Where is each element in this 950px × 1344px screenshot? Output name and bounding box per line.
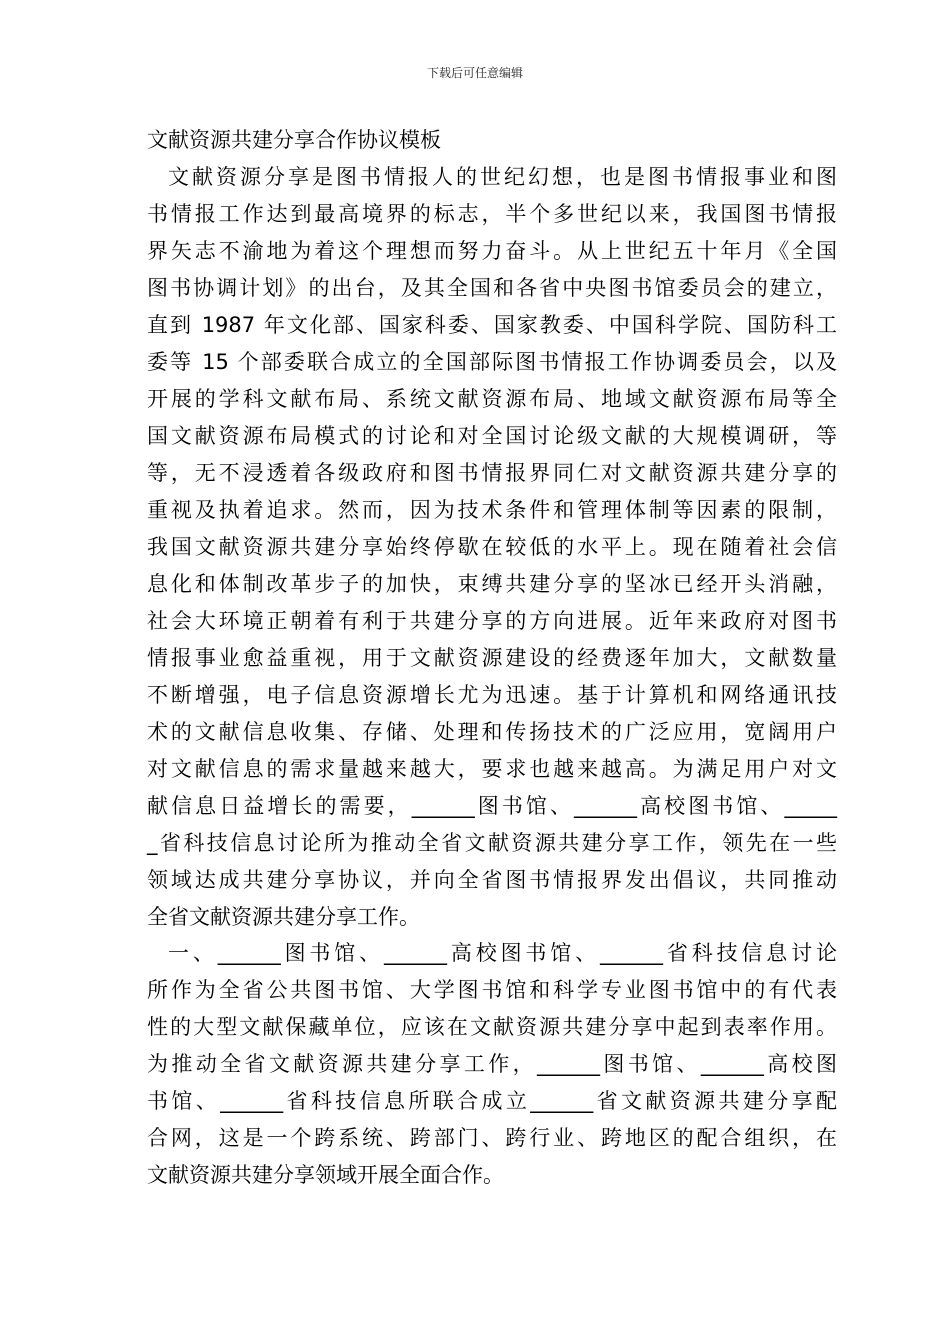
text-line: 全省文献资源共建分享工作。 [147, 905, 420, 929]
text-line: 我国文献资源共建分享始终停歇在较低的水平上。现在随着社会信 [147, 535, 837, 559]
text-line: 领域达成共建分享协议，并向全省图书情报界发出倡议，共同推动 [147, 868, 837, 892]
text-line: 委等 15 个部委联合成立的全国部际图书情报工作协调委员会，以及 [147, 350, 837, 374]
text-line: 对文献信息的需求量越来越大，要求也越来越高。为满足用户对文 [147, 757, 837, 781]
text-line: 性的大型文献保藏单位，应该在文献资源共建分享中起到表率作用。 [147, 1015, 837, 1039]
text-line: 为推动全省文献资源共建分享工作，______图书馆、______高校图 [147, 1052, 837, 1076]
text-line: 术的文献信息收集、存储、处理和传扬技术的广泛应用，宽阔用户 [147, 720, 837, 744]
text-line: 所作为全省公共图书馆、大学图书馆和科学专业图书馆中的有代表 [147, 978, 837, 1002]
text-line: 等，无不浸透着各级政府和图书情报界同仁对文献资源共建分享的 [147, 461, 837, 485]
text-line: _省科技信息讨论所为推动全省文献资源共建分享工作，领先在一些 [147, 831, 837, 855]
page-header-note: 下载后可任意编辑 [426, 66, 523, 80]
paragraph-2 [147, 935, 837, 1194]
text-line: 不断增强，电子信息资源增长尤为迅速。基于计算机和网络通讯技 [147, 683, 837, 707]
text-line: 一、______图书馆、______高校图书馆、______省科技信息讨论 [168, 941, 837, 965]
text-line: 界矢志不渝地为着这个理想而努力奋斗。从上世纪五十年月《全国 [147, 239, 837, 263]
text-line: 直到 1987 年文化部、国家科委、国家教委、中国科学院、国防科工 [147, 313, 837, 337]
text-line: 书情报工作达到最高境界的标志，半个多世纪以来，我国图书情报 [147, 202, 837, 226]
document-title: 文献资源共建分享合作协议模板 [147, 128, 441, 152]
text-line: 合网，这是一个跨系统、跨部门、跨行业、跨地区的配合组织，在 [147, 1126, 837, 1150]
text-line: 重视及执着追求。然而，因为技术条件和管理体制等因素的限制， [147, 498, 837, 522]
text-line: 开展的学科文献布局、系统文献资源布局、地域文献资源布局等全 [147, 387, 837, 411]
text-line: 献信息日益增长的需要，______图书馆、______高校图书馆、_____ [147, 794, 837, 818]
text-line: 息化和体制改革步子的加快，束缚共建分享的坚冰已经开头消融， [147, 572, 837, 596]
text-line: 国文献资源布局模式的讨论和对全国讨论级文献的大规模调研，等 [147, 424, 837, 448]
paragraph-1 [147, 159, 837, 936]
text-line: 书馆、______省科技信息所联合成立______省文献资源共建分享配 [147, 1089, 837, 1113]
text-line: 社会大环境正朝着有利于共建分享的方向进展。近年来政府对图书 [147, 609, 837, 633]
text-line: 情报事业愈益重视，用于文献资源建设的经费逐年加大，文献数量 [147, 646, 837, 670]
text-line: 文献资源分享是图书情报人的世纪幻想，也是图书情报事业和图 [168, 165, 837, 189]
text-line: 图书协调计划》的出台，及其全国和各省中央图书馆委员会的建立， [147, 276, 837, 300]
text-line: 文献资源共建分享领域开展全面合作。 [147, 1163, 504, 1187]
